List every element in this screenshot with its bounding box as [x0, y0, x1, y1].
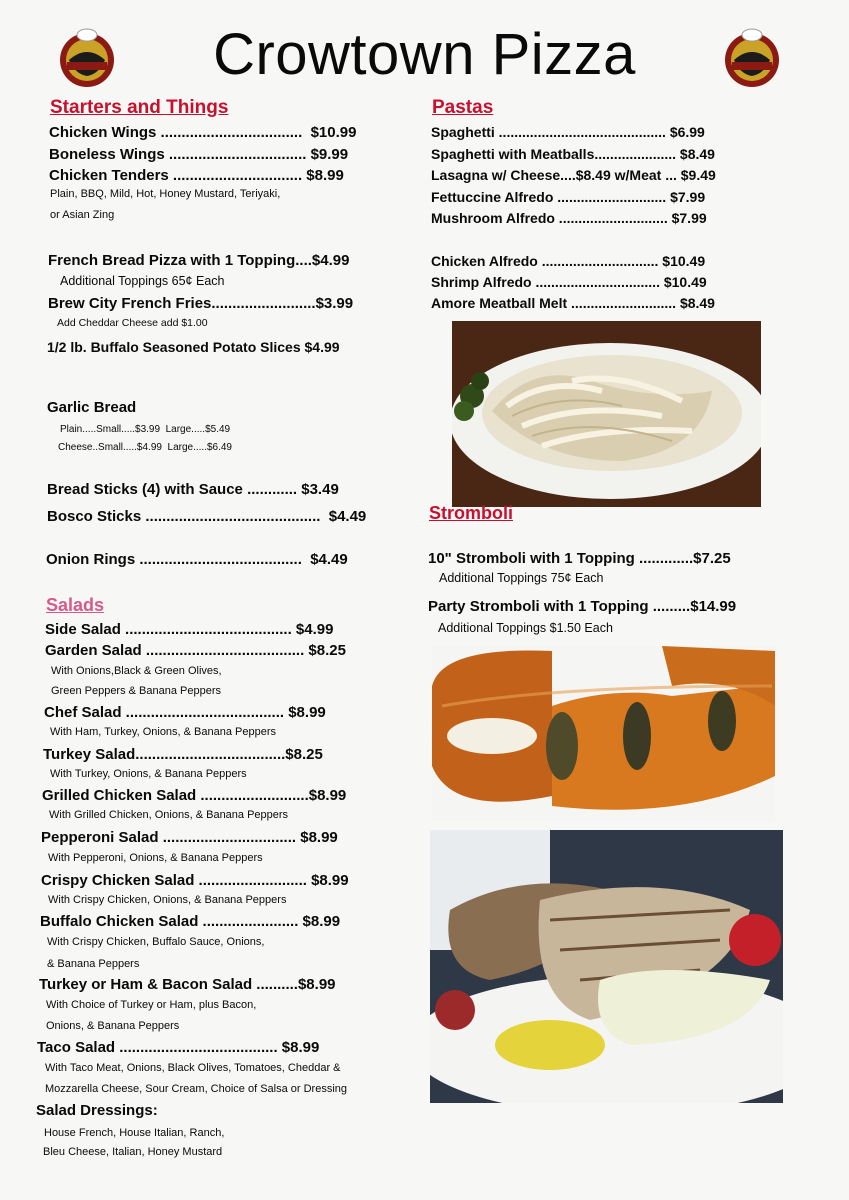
note-taco-salad: With Taco Meat, Onions, Black Olives, Tomatoes, Cheddar & — [45, 1062, 341, 1074]
note-tenders-flavors-2: or Asian Zing — [50, 209, 115, 221]
item-amore-meatball-melt: Amore Meatball Melt ........................... $8.49 — [431, 295, 715, 311]
section-stromboli-heading: Stromboli — [429, 503, 513, 523]
note-chef-salad: With Ham, Turkey, Onions, & Banana Peppers — [50, 726, 277, 738]
item-brew-city-fries: Brew City French Fries.........................$3.99 — [48, 295, 354, 312]
note-turkey-ham-bacon-salad: With Choice of Turkey or Ham, plus Bacon, — [46, 999, 257, 1011]
photo-fettuccine-alfredo — [452, 321, 761, 507]
item-chef-salad: Chef Salad ...................................... $8.99 — [44, 704, 326, 721]
item-chicken-wings: Chicken Wings .................................. $10.99 — [49, 124, 357, 141]
note-taco-salad-2: Mozzarella Cheese, Sour Cream, Choice of Salsa or Dressing — [45, 1083, 348, 1095]
note-garlic-plain: Plain.....Small.....$3.99 Large.....$5.49 — [60, 424, 231, 435]
note-buffalo-chicken-salad: With Crispy Chicken, Buffalo Sauce, Onions, — [47, 936, 265, 948]
item-party-stromboli: Party Stromboli with 1 Topping .........$14.99 — [428, 598, 737, 615]
note-dressings-2: Bleu Cheese, Italian, Honey Mustard — [43, 1146, 223, 1158]
item-onion-rings: Onion Rings ....................................... $4.49 — [46, 551, 348, 568]
note-grilled-chicken-salad: With Grilled Chicken, Onions, & Banana Peppers — [49, 809, 289, 821]
item-garlic-bread: Garlic Bread — [47, 399, 137, 416]
note-garden-salad: With Onions,Black & Green Olives, — [51, 665, 222, 677]
item-shrimp-alfredo: Shrimp Alfredo ................................ $10.49 — [431, 274, 707, 290]
item-10-inch-stromboli: 10" Stromboli with 1 Topping .............$7.25 — [428, 550, 731, 567]
photo-stromboli — [432, 646, 775, 822]
salad-dressings-heading: Salad Dressings: — [36, 1102, 158, 1119]
item-grilled-chicken-salad: Grilled Chicken Salad ..........................$8.99 — [42, 787, 347, 804]
item-spaghetti-meatballs: Spaghetti with Meatballs..................... $8.49 — [431, 146, 715, 162]
item-fettuccine-alfredo: Fettuccine Alfredo ............................ $7.99 — [431, 189, 706, 205]
item-crispy-chicken-salad: Crispy Chicken Salad .......................... $8.99 — [41, 872, 349, 889]
note-pepperoni-salad: With Pepperoni, Onions, & Banana Peppers — [48, 852, 263, 864]
photo-grilled-chicken-salad — [430, 830, 783, 1103]
item-boneless-wings: Boneless Wings ................................. $9.99 — [49, 146, 349, 163]
item-turkey-salad: Turkey Salad....................................$8.25 — [43, 746, 323, 763]
item-bosco-sticks: Bosco Sticks .......................................... $4.49 — [47, 508, 367, 525]
item-buffalo-chicken-salad: Buffalo Chicken Salad ....................... $8.99 — [40, 913, 341, 930]
note-french-bread-toppings: Additional Toppings 65¢ Each — [60, 274, 225, 288]
section-salads-heading: Salads — [46, 595, 105, 615]
note-dressings: House French, House Italian, Ranch, — [44, 1127, 225, 1139]
item-pepperoni-salad: Pepperoni Salad ................................ $8.99 — [41, 829, 338, 846]
note-garlic-cheese: Cheese..Small.....$4.99 Large.....$6.49 — [58, 442, 232, 453]
note-garden-salad-2: Green Peppers & Banana Peppers — [51, 685, 222, 697]
item-turkey-ham-bacon-salad: Turkey or Ham & Bacon Salad ..........$8.99 — [39, 976, 336, 993]
item-chicken-alfredo: Chicken Alfredo .............................. $10.49 — [431, 253, 706, 269]
item-chicken-tenders: Chicken Tenders ............................... $8.99 — [49, 167, 344, 184]
item-taco-salad: Taco Salad ...................................... $8.99 — [37, 1039, 320, 1056]
item-french-bread-pizza: French Bread Pizza with 1 Topping....$4.99 — [48, 252, 350, 269]
item-buffalo-potato-slices: 1/2 lb. Buffalo Seasoned Potato Slices $4.99 — [47, 339, 340, 355]
note-crispy-chicken-salad: With Crispy Chicken, Onions, & Banana Peppers — [48, 894, 287, 906]
item-garden-salad: Garden Salad ...................................... $8.25 — [45, 642, 346, 659]
page-title: Crowtown Pizza — [213, 22, 636, 87]
item-mushroom-alfredo: Mushroom Alfredo ............................ $7.99 — [431, 210, 707, 226]
note-fries-cheese: Add Cheddar Cheese add $1.00 — [57, 317, 208, 329]
item-side-salad: Side Salad ........................................ $4.99 — [45, 621, 334, 638]
section-pastas-heading: Pastas — [432, 97, 494, 118]
item-lasagna: Lasagna w/ Cheese....$8.49 w/Meat ... $9.49 — [431, 167, 716, 183]
item-bread-sticks: Bread Sticks (4) with Sauce ............ $3.49 — [47, 481, 339, 498]
note-turkey-ham-bacon-salad-2: Onions, & Banana Peppers — [46, 1020, 180, 1032]
note-party-stromboli: Additional Toppings $1.50 Each — [438, 621, 613, 635]
item-spaghetti: Spaghetti ........................................... $6.99 — [431, 124, 705, 140]
section-starters-heading: Starters and Things — [50, 97, 229, 118]
note-turkey-salad: With Turkey, Onions, & Banana Peppers — [50, 768, 247, 780]
note-buffalo-chicken-salad-2: & Banana Peppers — [47, 958, 140, 970]
note-10-inch-stromboli: Additional Toppings 75¢ Each — [439, 571, 604, 585]
note-tenders-flavors: Plain, BBQ, Mild, Hot, Honey Mustard, Teriyaki, — [50, 188, 281, 200]
